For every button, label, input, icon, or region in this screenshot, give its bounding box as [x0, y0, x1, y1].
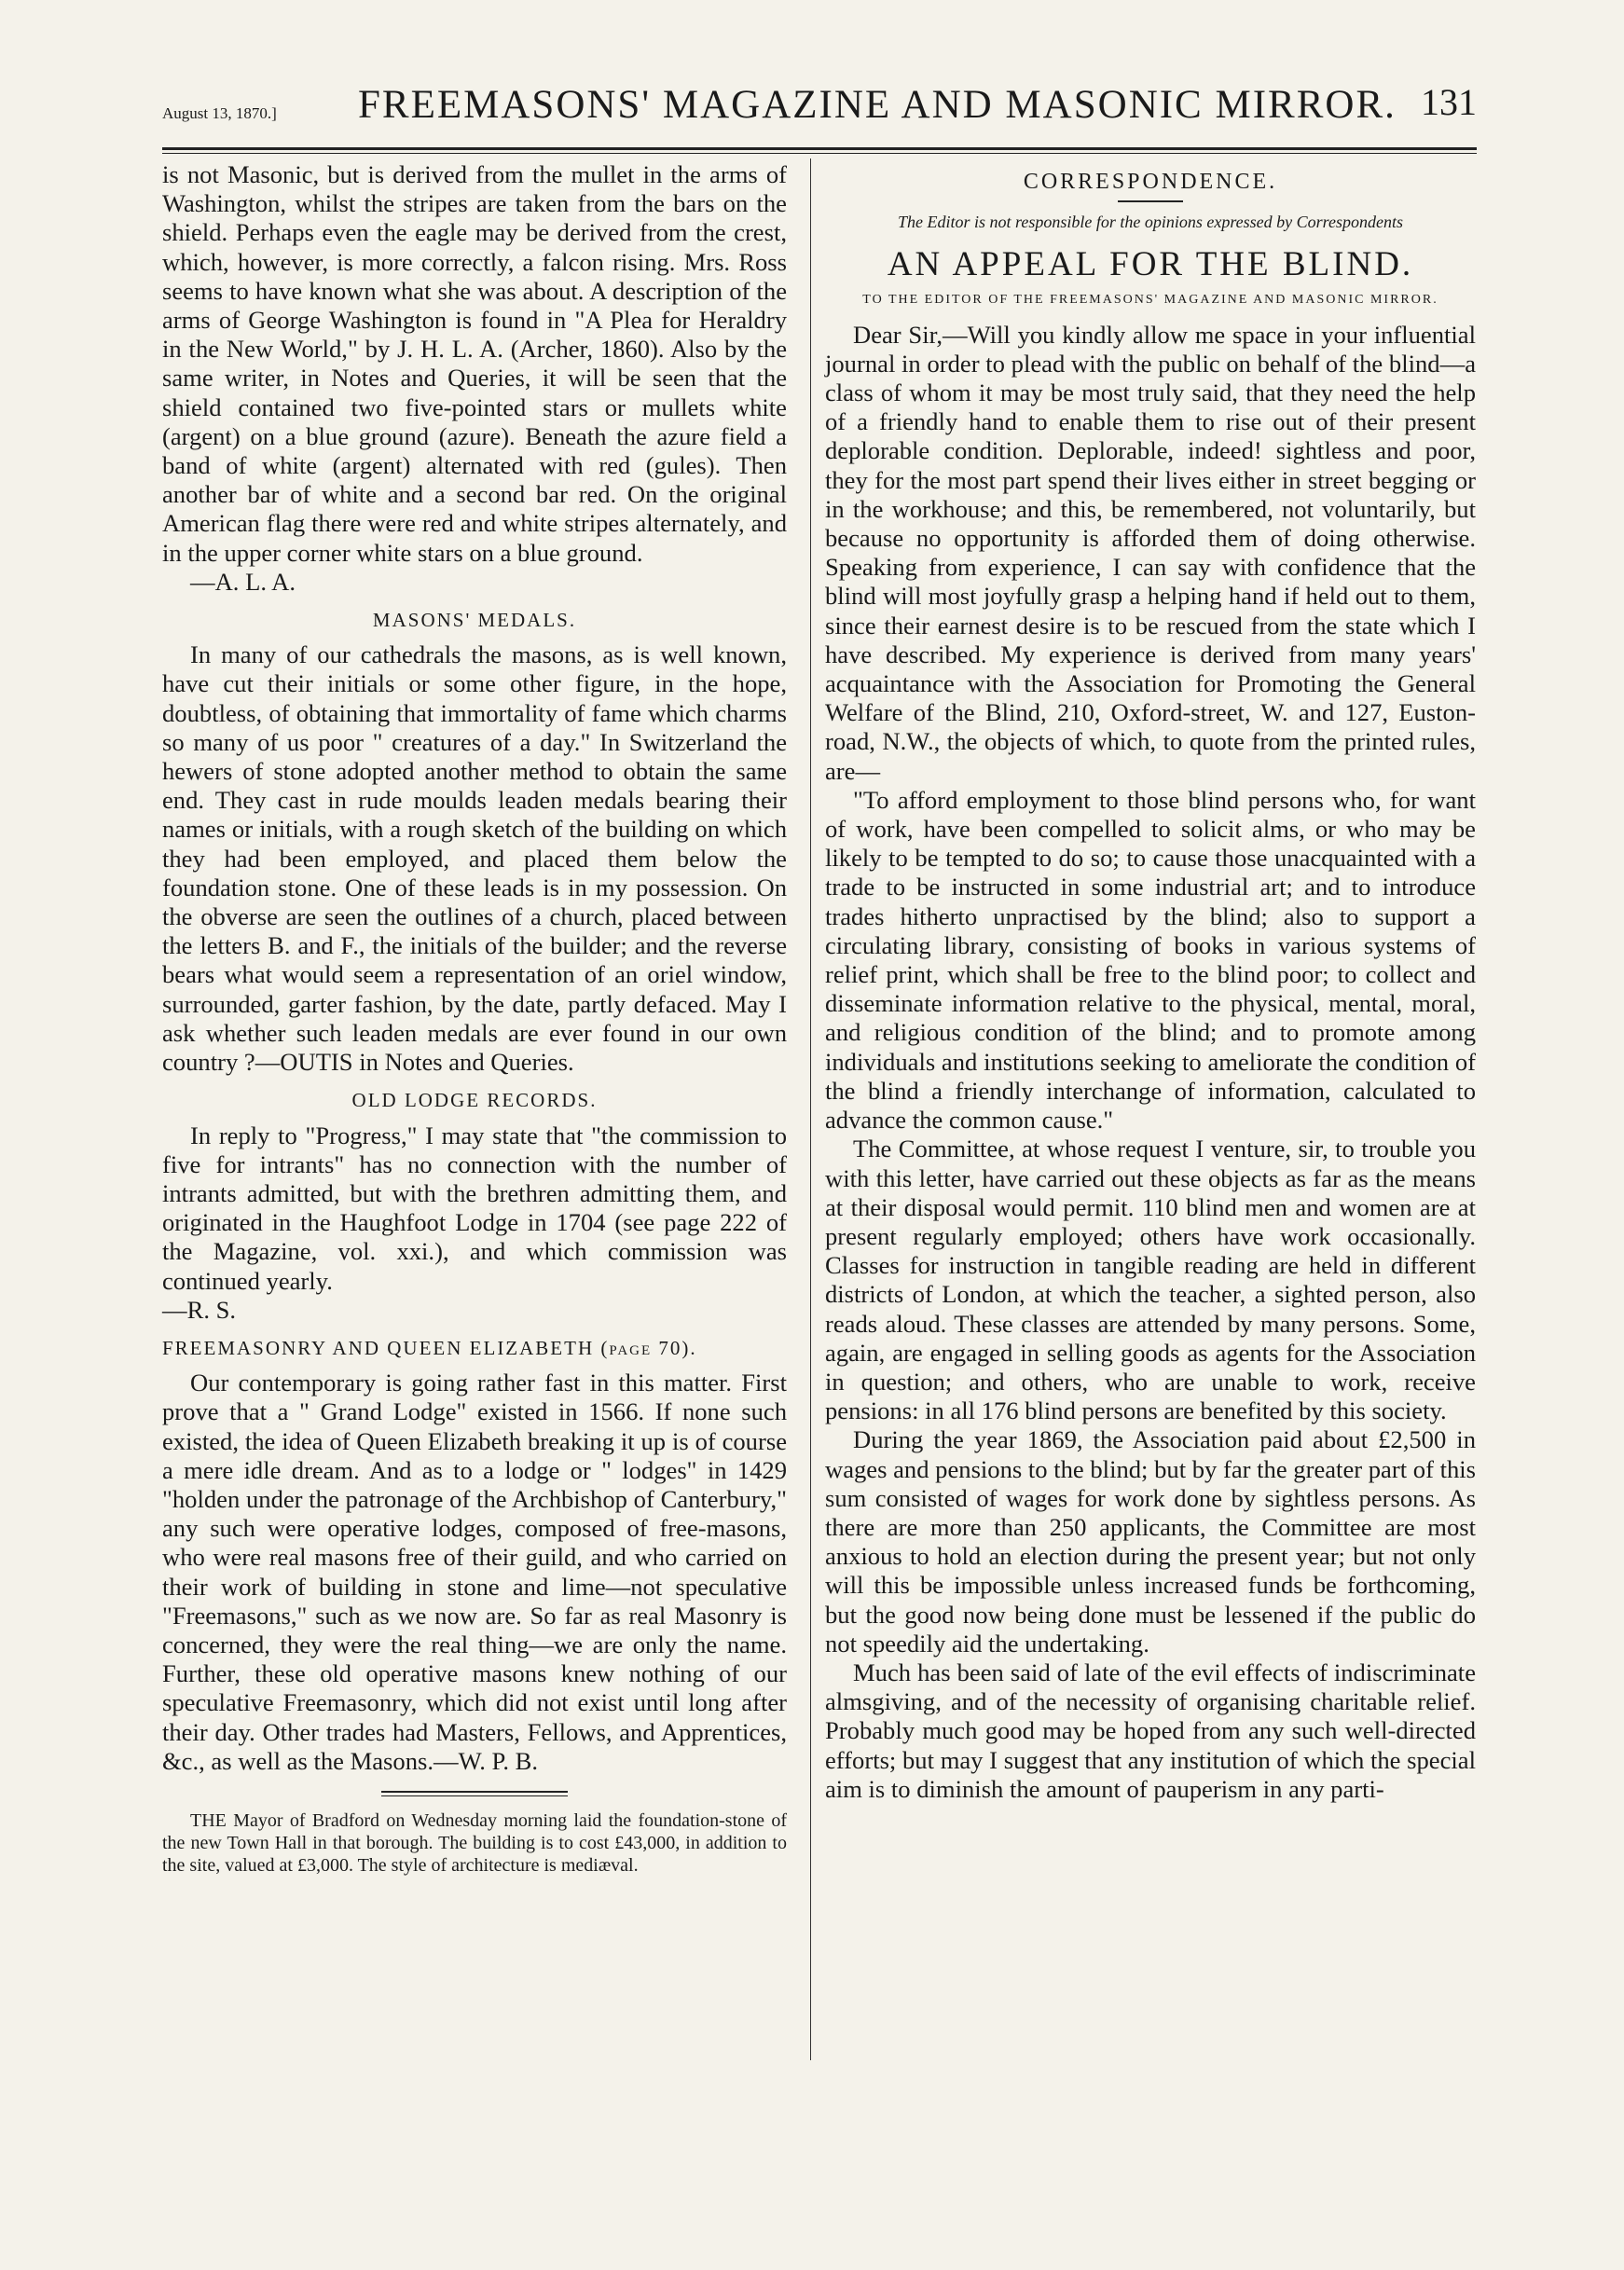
- heading-queen-elizabeth: FREEMASONRY AND QUEEN ELIZABETH (page 70).: [162, 1336, 697, 1359]
- article-elizabeth-paragraph: Our contemporary is going rather fast in this matter. First prove that a " Grand Lodge" existed in 1566. If none such existed, the idea of Queen Elizabeth breaking it up is of course a mere idle dream. And as to a lodge or " lodges" in 1429 "holden under the patronage of the Archbishop of Canterbury," any such were operative lodges, composed of free-masons, who were real masons free of their guild, and who carried on their work of building in stone and lime—not speculative "Freemasons," such as we now are. So far as real Masonry is concerned, they were the real thing—we are only the name. Further, these old operative masons knew nothing of our speculative Freemasonry, which did not exist until long after their day. Other trades had Masters, Fellows, and Apprentices, &c., as well as the Masons.—W. P. B.: [162, 1369, 787, 1775]
- letter-rules-quote: "To afford employment to those blind persons who, for want of work, have been compelled to solicit alms, or who may be likely to be tempted to do so; to cause those unacquainted with a trade to be instructed in some industrial art; and to introduce trades hitherto unpractised by the blind; also to support a circulating library, consisting of books in various systems of relief print, which shall be free to the blind poor; to collect and disseminate information relative to the physical, mental, moral, and religious condition of the blind; and to promote among individuals and institutions seeking to ameliorate the condition of the blind a friendly interchange of information, calculated to advance the common cause.": [825, 785, 1476, 1135]
- heading-masons-medals: MASONS' MEDALS.: [372, 609, 577, 632]
- page-header: [162, 75, 1477, 131]
- end-rule: [381, 1791, 568, 1793]
- heading-old-lodge-records: OLD LODGE RECORDS.: [351, 1089, 598, 1112]
- right-column: [825, 160, 1476, 1804]
- header-date: August 13, 1870.]: [162, 104, 277, 122]
- letter-1869-paragraph: During the year 1869, the Association paid about £2,500 in wages and pensions to the blind; but by far the greater part of this sum consisted of wages for work done by sightless persons. As there are more than 250 applicants, the Committee are most anxious to hold an election during the present year; but not only will this be impossible unless increased funds be forthcoming, but the good now being done must be lessened if the public do not speedily aid the undertaking.: [825, 1425, 1476, 1658]
- letter-committee-paragraph: The Committee, at whose request I venture, sir, to trouble you with this letter, have carried out these objects as far as the means at their disposal would permit. 110 blind men and women are at present regularly employed; others have work occasionally. Classes for instruction in tangible reading are held in different districts of London, at which the teacher, a sighted person, also reads aloud. These classes are attended by many persons. Some, again, are engaged in selling goods as agents for the Association in question; and others, who are unable to work, receive pensions: in all 176 blind persons are benefited by this society.: [825, 1135, 1476, 1425]
- signature-ala: —A. L. A.: [190, 567, 296, 596]
- letter-opening-paragraph: Dear Sir,—Will you kindly allow me space in your influential journal in order to plead with the public on behalf of the blind—a class of whom it may be most truly said, that they need the help of a friendly hand to enable them to rise out of their present deplorable condition. Deplorable, indeed! sightless and poor, they for the most part spend their lives either in street begging or in the workhouse; and this, be remembered, not voluntarily, but because no opportunity is afforded them of doing otherwise. Speaking from experience, I can say with confidence that the blind will most joyfully grasp a helping hand if held out to them, since their earnest desire is to be rescued from the state which I have described. My experience is derived from many years' acquaintance with the Association for Promoting the General Welfare of the Blind, 210, Oxford-street, W. and 127, Euston-road, N.W., the objects of which, to quote from the printed rules, are—: [825, 320, 1476, 785]
- header-rule-thin: [162, 153, 1477, 154]
- left-column: [162, 160, 787, 1877]
- header-rule-thick: [162, 147, 1477, 150]
- article-flag-paragraph: is not Masonic, but is derived from the mullet in the arms of Washington, whilst the stripes are taken from the bars on the shield. Perhaps even the eagle may be derived from the crest, which, however, is more correctly, a falcon rising. Mrs. Ross seems to have known what she was about. A description of the arms of George Washington is found in "A Plea for Heraldry in the New World," by J. H. L. A. (Archer, 1860). Also by the same writer, in Notes and Queries, it will be seen that the shield contained two five-pointed stars or mullets white (argent) on a blue ground (azure). Beneath the azure field a band of white (argent) alternated with red (gules). Then another bar of white and a second bar red. On the original American flag there were red and white stripes alternately, and in the upper corner white stars on a blue ground.: [162, 160, 787, 567]
- footnote-bradford: THE Mayor of Bradford on Wednesday morning laid the foundation-stone of the new Town Hall in that borough. The building is to cost £43,000, in addition to the site, valued at £3,000. The style of architecture is mediæval.: [162, 1809, 787, 1876]
- column-divider: [810, 158, 811, 2060]
- addressee-line: TO THE EDITOR OF THE FREEMASONS' MAGAZINE AND MASONIC MIRROR.: [862, 293, 1438, 308]
- page-number: 131: [1421, 81, 1477, 123]
- short-rule: [1118, 200, 1183, 202]
- article-medals-paragraph: In many of our cathedrals the masons, as is well known, have cut their initials or some other figure, in the hope, doubtless, of obtaining that immortality of fame which charms so many of us poor " creatures of a day." In Switzerland the hewers of stone adopted another method to obtain the same end. They cast in rude moulds leaden medals bearing their names or initials, with a rough sketch of the building on which they had been employed, and placed them below the foundation stone. One of these leads is in my possession. On the obverse are seen the outlines of a church, placed between the letters B. and F., the initials of the builder; and the reverse bears what would seem a representation of an oriel window, surrounded, garter fashion, by the date, partly defaced. May I ask whether such leaden medals are ever found in our own country ?—OUTIS in Notes and Queries.: [162, 640, 787, 1077]
- editor-disclaimer: The Editor is not responsible for the opinions expressed by Correspondents: [898, 213, 1403, 232]
- end-rule-thin: [381, 1795, 568, 1796]
- signature-rs: —R. S.: [162, 1295, 237, 1324]
- article-records-paragraph: In reply to "Progress," I may state that "the commission to five for intrants" has no connection with the number of intrants admitted, but with the brethren admitting them, and originated in the Haughfoot Lodge in 1704 (see page 222 of the Magazine, vol. xxi.), and which commission was continued yearly.: [162, 1121, 787, 1295]
- heading-correspondence: CORRESPONDENCE.: [1023, 170, 1278, 194]
- heading-appeal-blind: AN APPEAL FOR THE BLIND.: [887, 245, 1414, 284]
- header-title: FREEMASONS' MAGAZINE AND MASONIC MIRROR.: [358, 83, 1397, 127]
- letter-almsgiving-paragraph: Much has been said of late of the evil effects of indiscriminate almsgiving, and of the necessity of organising charitable relief. Probably much good may be hoped from any such well-directed efforts; but may I suggest that any institution of which the special aim is to diminish the amount of pauperism in any parti-: [825, 1658, 1476, 1803]
